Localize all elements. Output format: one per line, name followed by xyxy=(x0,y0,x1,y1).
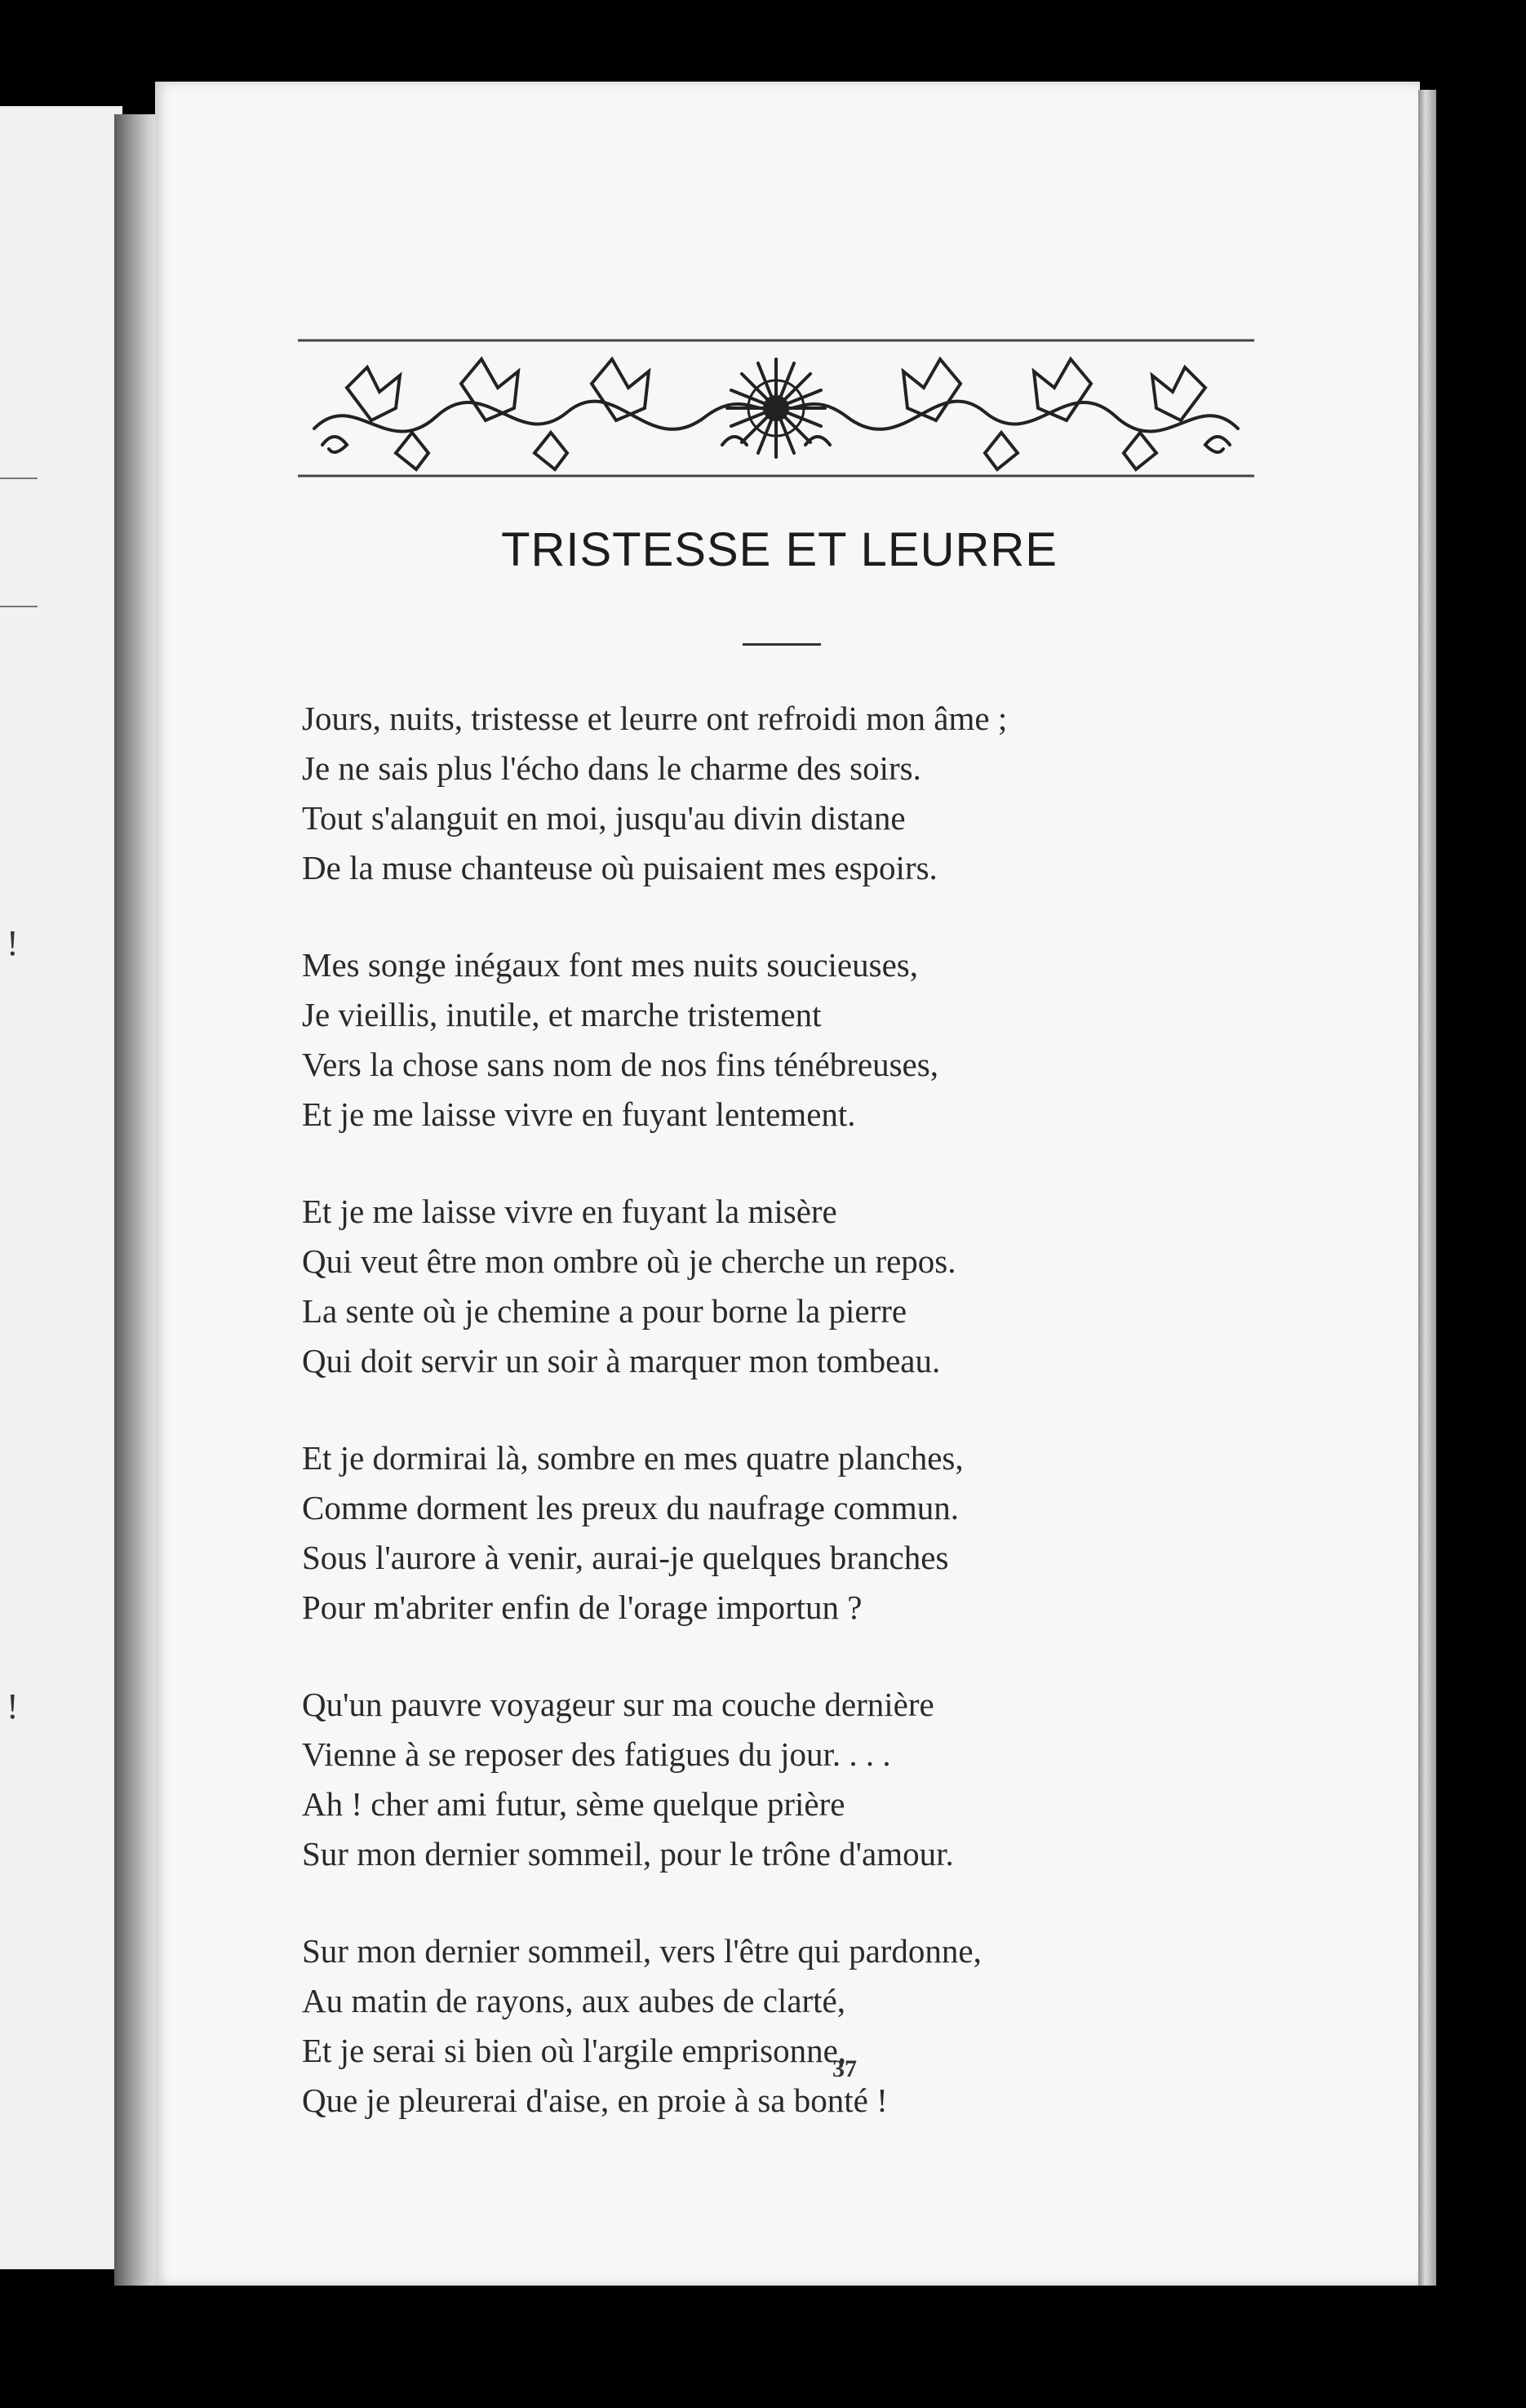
poem-line: Au matin de rayons, aux aubes de clarté, xyxy=(302,1982,846,2019)
poem-line: Sur mon dernier sommeil, vers l'être qui pardonne, xyxy=(302,1932,982,1970)
page-number: 37 xyxy=(832,2055,857,2082)
poem-line: La sente où je chemine a pour borne la pierre xyxy=(302,1292,907,1330)
title-divider xyxy=(743,643,821,646)
poem-line: Ah ! cher ami futur, sème quelque prière xyxy=(302,1785,845,1823)
poem-line: Sur mon dernier sommeil, pour le trône d'amour. xyxy=(302,1835,954,1873)
poem-line: Vienne à se reposer des fatigues du jour. . . . xyxy=(302,1735,891,1773)
poem-line: Et je serai si bien où l'argile emprisonne, xyxy=(302,2032,847,2069)
poem-line: Je ne sais plus l'écho dans le charme des soirs. xyxy=(302,749,921,787)
stanza xyxy=(302,1680,1281,1879)
poem-title: TRISTESSE ET LEURRE xyxy=(501,523,1058,576)
left-page-mark: ! xyxy=(7,1686,19,1726)
poem-line: Qui veut être mon ombre où je cherche un repos. xyxy=(302,1242,956,1280)
poem-line: Qu'un pauvre voyageur sur ma couche dernière xyxy=(302,1686,934,1723)
poem-line: Que je pleurerai d'aise, en proie à sa bonté ! xyxy=(302,2081,888,2119)
poem-line: Et je me laisse vivre en fuyant lentement. xyxy=(302,1095,856,1133)
poem-body xyxy=(302,694,1281,2173)
left-facing-page xyxy=(0,106,122,2269)
poem-line: Et je dormirai là, sombre en mes quatre planches, xyxy=(302,1439,964,1477)
stanza xyxy=(302,1187,1281,1386)
poem-line: Vers la chose sans nom de nos fins ténébreuses, xyxy=(302,1046,938,1083)
poem-line: Comme dorment les preux du naufrage commun. xyxy=(302,1489,959,1526)
stanza xyxy=(302,1926,1281,2126)
poem-line: Qui doit servir un soir à marquer mon tombeau. xyxy=(302,1342,941,1379)
poem-line: Et je me laisse vivre en fuyant la misère xyxy=(302,1193,837,1230)
poem-line: Sous l'aurore à venir, aurai-je quelques branches xyxy=(302,1539,949,1576)
stanza xyxy=(302,940,1281,1140)
floral-header-ornament xyxy=(298,339,1254,478)
poem-line: Tout s'alanguit en moi, jusqu'au divin distane xyxy=(302,799,906,837)
poem-line: Pour m'abriter enfin de l'orage importun ? xyxy=(302,1588,863,1626)
page-edge xyxy=(1418,90,1436,2286)
poem-line: Je vieillis, inutile, et marche tristement xyxy=(302,996,822,1033)
stanza xyxy=(302,694,1281,893)
poem-line: Jours, nuits, tristesse et leurre ont refroidi mon âme ; xyxy=(302,700,1008,737)
poem-line: Mes songe inégaux font mes nuits soucieuses, xyxy=(302,946,918,984)
poem-line: De la muse chanteuse où puisaient mes espoirs. xyxy=(302,849,938,886)
stanza xyxy=(302,1433,1281,1633)
left-page-mark: ! xyxy=(7,923,19,963)
